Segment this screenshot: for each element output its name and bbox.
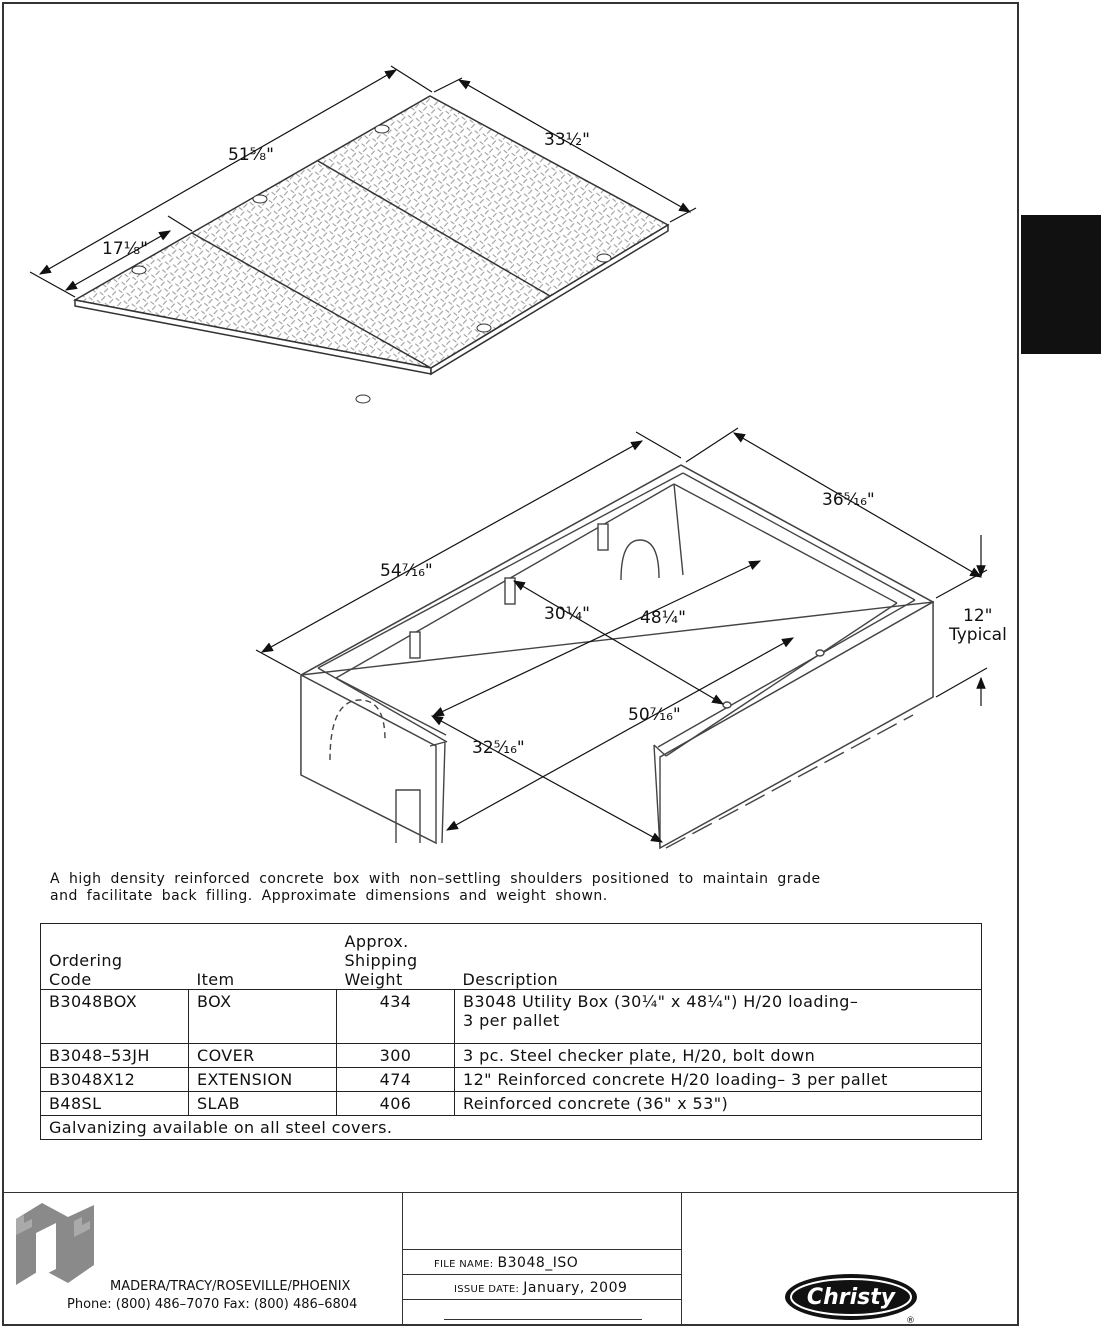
row-code: B48SL [41,1092,189,1116]
table-note-row [41,1116,982,1140]
dim-shoulder-width: 32⁵⁄₁₆" [472,738,525,758]
row-item: BOX [189,990,337,1044]
row-description: Reinforced concrete (36" x 53") [455,1092,982,1116]
table-row [41,990,982,1044]
row-code: B3048–53JH [41,1044,189,1068]
row-description: B3048 Utility Box (30¼" x 48¼") H/20 loading– 3 per pallet [455,990,982,1044]
row-item: EXTENSION [189,1068,337,1092]
header-description: Description [455,924,982,990]
contact-text: Phone: (800) 486–7070 Fax: (800) 486–6804 [67,1297,358,1312]
ordering-table [40,923,982,1140]
brand-name: Christy [806,1285,896,1310]
signature-line [444,1319,642,1320]
header-weight: Approx. Shipping Weight [337,924,455,990]
header-item: Item [189,924,337,990]
row-weight: 474 [337,1068,455,1092]
row-item: COVER [189,1044,337,1068]
row-weight: 406 [337,1092,455,1116]
row-description: 12" Reinforced concrete H/20 loading– 3 per pallet [455,1068,982,1092]
concrete-box [301,465,933,848]
dim-cover-length: 51⅝" [228,145,274,165]
row-weight: 434 [337,990,455,1044]
dim-shoulder-length: 50⁷⁄₁₆" [628,705,681,725]
issue-date-label: ISSUE DATE: [454,1284,520,1295]
table-row [41,1044,982,1068]
product-description: A high density reinforced concrete box with non–settling shoulders positioned to maintain grade and facilitate back filling. Approximate dimensions and weight shown. [50,871,821,904]
dim-box-width: 36⁵⁄₁₆" [822,490,875,510]
table-row [41,1068,982,1092]
dim-box-height-note: Typical [949,625,1007,645]
castle-logo-icon [12,1199,98,1291]
dim-cover-depth: 33½" [544,130,590,150]
dim-cover-panel-width: 17⅛" [102,239,148,259]
locations-text: MADERA/TRACY/ROSEVILLE/PHOENIX [110,1279,351,1294]
galvanizing-note: Galvanizing available on all steel covers. [41,1116,982,1140]
row-description: 3 pc. Steel checker plate, H/20, bolt down [455,1044,982,1068]
issue-date-value: January, 2009 [523,1280,628,1296]
table-row [41,1092,982,1116]
row-item: SLAB [189,1092,337,1116]
registered-mark: ® [906,1316,915,1325]
dim-inside-width: 30¼" [544,604,590,624]
row-code: B3048X12 [41,1068,189,1092]
dim-inside-length: 48¼" [640,608,686,628]
file-name-value: B3048_ISO [497,1255,579,1271]
christy-oval-logo [784,1273,924,1325]
dim-box-height: 12" [963,606,993,626]
file-name-label: FILE NAME: [434,1259,494,1270]
row-weight: 300 [337,1044,455,1068]
header-ordering-code: Ordering Code [41,924,189,990]
row-code: B3048BOX [41,990,189,1044]
dim-box-length: 54⁷⁄₁₆" [380,561,433,581]
